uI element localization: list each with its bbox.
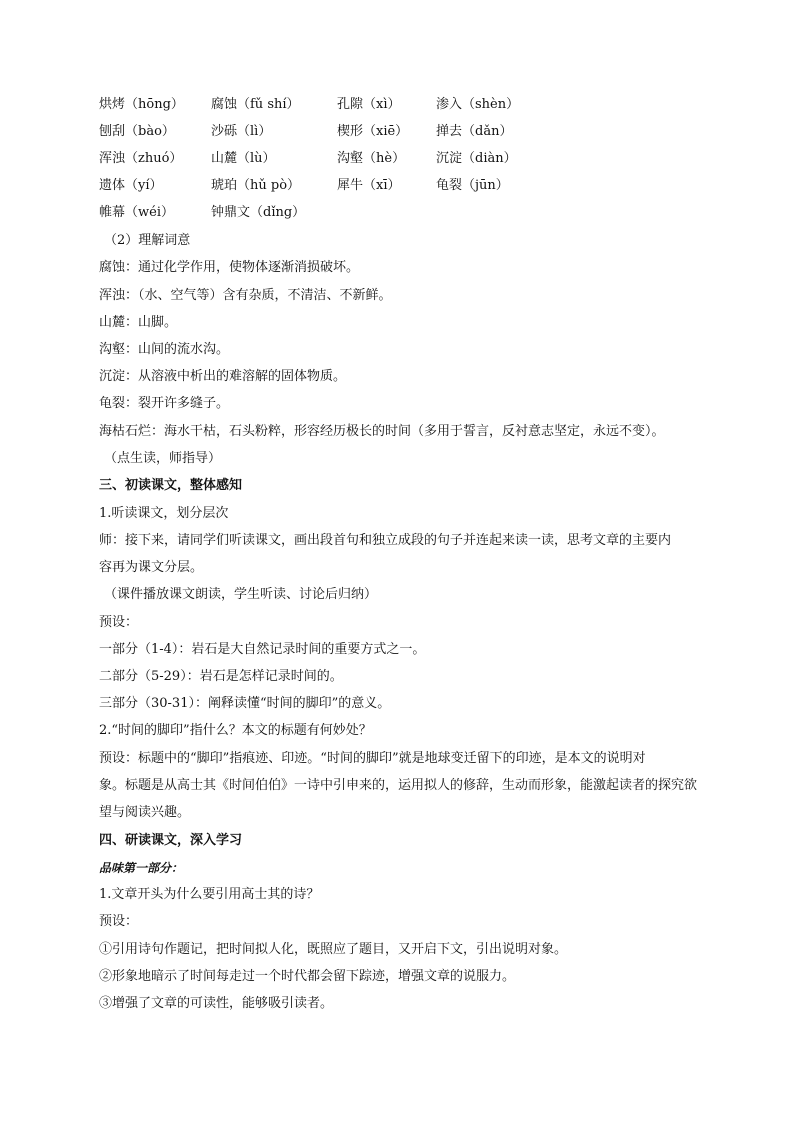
part-line: 二部分（5-29）：岩石是怎样记录时间的。 xyxy=(99,669,343,684)
definition-line: 浑浊：（水、空气等）含有杂质，不清洁、不新鲜。 xyxy=(99,288,392,303)
paragraph-line: 望与阅读兴趣。 xyxy=(99,805,191,820)
vocab-item: 烘烤（hōng） xyxy=(99,97,184,112)
paragraph-line: 容再为课文分层。 xyxy=(99,560,204,575)
preset-label: 预设： xyxy=(99,615,139,630)
note-line: （课件播放课文朗读，学生听读、讨论后归纳） xyxy=(104,587,378,602)
definition-line: 沉淀：从溶液中析出的难溶解的固体物质。 xyxy=(99,369,347,384)
vocab-item: 刨刮（bào） xyxy=(99,124,175,139)
subsection-heading: （2）理解词意 xyxy=(104,233,191,248)
answer-line: ③增强了文章的可读性，能够吸引读者。 xyxy=(99,996,334,1011)
definition-line: 山麓：山脚。 xyxy=(99,315,178,330)
vocab-item: 渗入（shèn） xyxy=(436,97,520,112)
preset-label: 预设： xyxy=(99,914,139,929)
vocab-item: 钟鼎文（dǐng） xyxy=(211,205,306,220)
paragraph-line: 象。标题是从高士其《时间伯伯》一诗中引申来的，运用拟人的修辞，生动而形象，能激起读者的探究欲 xyxy=(99,778,698,793)
vocab-item: 山麓（lù） xyxy=(211,151,276,166)
vocab-item: 遗体（yí） xyxy=(99,178,163,193)
note-line: （点生读，师指导） xyxy=(104,451,222,466)
vocab-item: 帷幕（wéi） xyxy=(99,205,174,220)
subsection-heading: 品味第一部分： xyxy=(99,861,184,875)
vocab-item: 沉淀（diàn） xyxy=(436,151,517,166)
vocab-item: 掸去（dǎn） xyxy=(436,124,513,139)
vocab-item: 楔形（xiē） xyxy=(337,124,409,139)
paragraph-line: 师：接下来，请同学们听读课文，画出段首句和独立成段的句子并连起来读一读，思考文章的主要内 xyxy=(99,533,672,548)
definition-line: 腐蚀：通过化学作用，使物体逐渐消损破坏。 xyxy=(99,260,360,275)
section-heading: 四、研读课文，深入学习 xyxy=(99,833,243,848)
paragraph-line: 预设：标题中的“脚印”指痕迹、印迹。“时间的脚印”就是地球变迁留下的印迹，是本文的说明对 xyxy=(99,751,646,766)
section-heading: 三、初读课文，整体感知 xyxy=(99,478,243,493)
vocab-item: 犀牛（xī） xyxy=(337,178,401,193)
step-heading: 1.听读课文，划分层次 xyxy=(99,506,229,521)
vocab-item: 孔隙（xì） xyxy=(337,97,401,112)
question-line: 2.“时间的脚印”指什么？本文的标题有何妙处？ xyxy=(99,723,372,738)
part-line: 三部分（30-31）：阐释读懂“时间的脚印”的意义。 xyxy=(99,696,391,711)
vocab-item: 沟壑（hè） xyxy=(337,151,406,166)
vocab-item: 沙砾（lì） xyxy=(211,124,272,139)
question-line: 1.文章开头为什么要引用高士其的诗？ xyxy=(99,887,320,902)
definition-line: 海枯石烂：海水干枯，石头粉粹，形容经历极长的时间（多用于誓言，反衬意志坚定，永远不变）。 xyxy=(99,424,665,439)
vocab-item: 龟裂（jūn） xyxy=(436,178,509,193)
answer-line: ①引用诗句作题记，把时间拟人化，既照应了题目，又开启下文，引出说明对象。 xyxy=(99,942,568,957)
vocab-item: 腐蚀（fǔ shí） xyxy=(211,97,300,112)
definition-line: 沟壑：山间的流水沟。 xyxy=(99,342,230,357)
part-line: 一部分（1-4）：岩石是大自然记录时间的重要方式之一。 xyxy=(99,642,426,657)
answer-line: ②形象地暗示了时间每走过一个时代都会留下踪迹，增强文章的说服力。 xyxy=(99,969,516,984)
definition-line: 龟裂：裂开许多缝子。 xyxy=(99,396,230,411)
vocab-item: 浑浊（zhuó） xyxy=(99,151,183,166)
vocab-item: 琥珀（hǔ pò） xyxy=(211,178,301,193)
